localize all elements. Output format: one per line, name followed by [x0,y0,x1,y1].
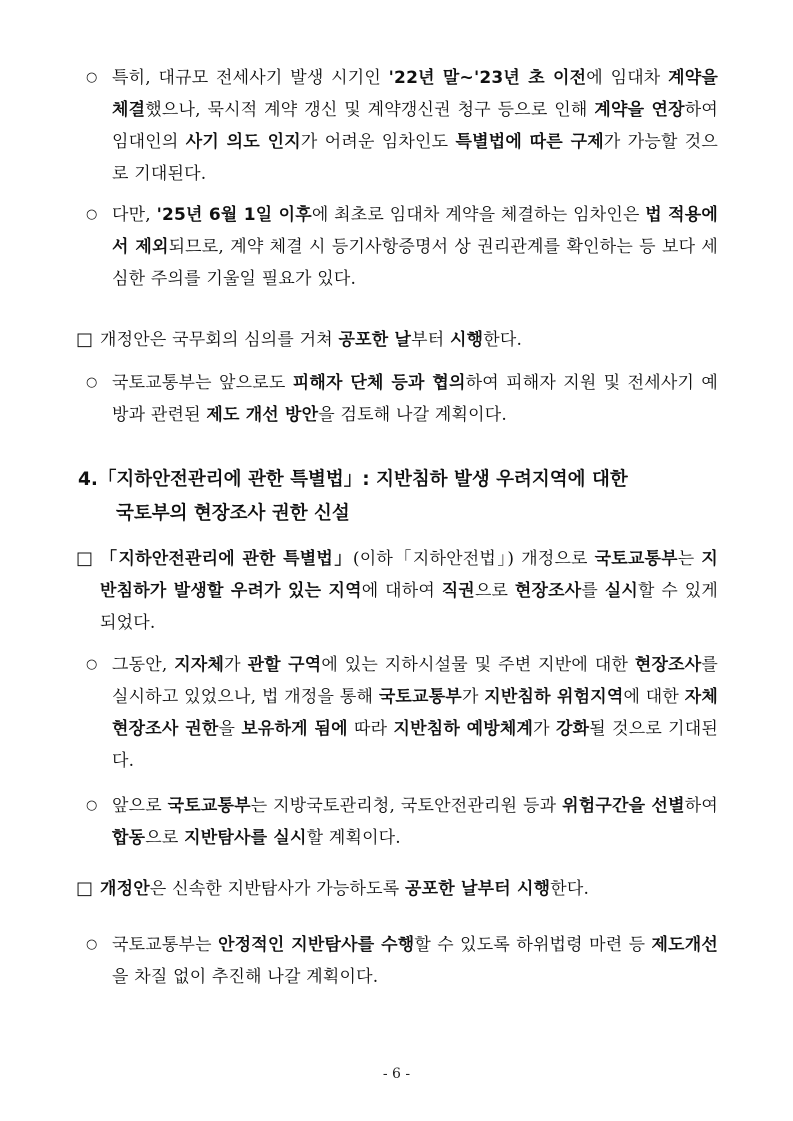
body-text: 에 대하여 [361,581,442,601]
body-text: 을 차질 없이 추진해 나갈 계획이다. [112,967,379,987]
square-bullet: □ [76,548,94,569]
paragraph-text [112,935,718,987]
paragraph-system-improvement [86,929,718,993]
paragraph-text [112,68,718,184]
emphasized-text: 위험구간을 선별 [562,796,685,816]
paragraph-ministry-plan [86,367,718,431]
emphasized-text: 안정적인 지반탐사를 수행 [218,935,415,955]
circle-bullet: ○ [86,70,98,85]
emphasized-text: 현장조사 [514,581,582,601]
emphasized-text: 개정안 [100,879,150,899]
body-text: 했으나, 묵시적 계약 갱신 및 계약갱신권 청구 등으로 인해 [145,100,595,120]
emphasized-text: 특별법에 따른 구제 [455,132,604,152]
body-text: 가 [533,719,556,739]
emphasized-text: 「지하안전관리에 관한 특별법」 [100,549,353,569]
emphasized-text: 공포한 날부터 시행 [405,879,551,899]
emphasized-text: 제도 개선 방안 [206,405,319,425]
paragraph-underground-safety-act [76,543,718,639]
emphasized-text: 자체 현장조사 권한 [112,687,718,739]
body-text: 을 검토해 나갈 계획이다. [318,405,507,425]
body-text: 부터 [411,330,450,350]
square-bullet: □ [76,329,94,350]
paragraph-amendment-enforcement [76,873,718,905]
body-text: 을 [218,719,242,739]
body-text: 국토교통부는 앞으로도 [112,373,293,393]
circle-bullet: ○ [86,657,98,672]
emphasized-text: 실시 [604,581,639,601]
emphasized-text: 지반침하가 발생할 우려가 있는 지역 [100,549,718,601]
body-text: 에 임대차 [586,68,669,88]
emphasized-text: 합동 [112,828,146,848]
paragraph-text [112,796,718,848]
square-bullet: □ [76,878,94,899]
emphasized-text: 지반탐사를 실시 [184,828,307,848]
body-text: 하여 [684,796,718,816]
paragraph-text [100,549,718,633]
body-text: 그동안, [112,655,175,675]
emphasized-text: 현장조사 [634,655,702,675]
body-text: 하여 임대인의 [112,100,718,152]
body-text: 를 [581,581,605,601]
paragraph-text [112,655,718,771]
circle-bullet: ○ [86,207,98,222]
section-heading-line2: 국토부의 현장조사 권한 신설 [116,503,350,524]
body-text: 에 최초로 임대차 계약을 체결하는 임차인은 [311,205,646,225]
body-text: 다만, [112,205,157,225]
emphasized-text: 국토교통부 [167,796,251,816]
paragraph-text [112,373,718,425]
body-text: 한다. [483,330,523,350]
emphasized-text: 강화 [556,719,590,739]
body-text: 할 수 있도록 하위법령 마련 등 [414,935,652,955]
body-text: 은 신속한 지반탐사가 가능하도록 [149,879,405,899]
body-text: 를 실시하고 있었으나, 법 개정을 통해 [112,655,718,707]
body-text: 될 것으로 기대된다. [112,719,719,771]
body-text: 가 어려운 임차인도 [300,132,456,152]
paragraph-previous-system [86,649,719,777]
emphasized-text: 법 적용에서 제외 [112,205,719,257]
circle-bullet: ○ [86,798,98,813]
body-text: 으로 [474,581,515,601]
body-text: 할 계획이다. [306,828,401,848]
paragraph-enforcement [76,324,718,356]
paragraph-text [112,205,718,289]
body-text: 앞으로 [112,796,168,816]
body-text: 가 [461,687,485,707]
emphasized-text: 계약을 체결 [112,68,718,120]
paragraph-special-relief [86,62,719,190]
circle-bullet: ○ [86,937,98,952]
paragraph-text [100,879,589,899]
body-text: 에 있는 지하시설물 및 주변 지반에 대한 [321,655,635,675]
page-number: - 6 - [382,1066,411,1082]
body-text: 가 가능할 것으로 기대된다. [112,132,719,184]
emphasized-text: 지반침하 예방체계 [393,719,534,739]
body-text: 국토교통부는 [112,935,218,955]
section-heading-line1: 4.「지하안전관리에 관한 특별법」: 지반침하 발생 우려지역에 대한 [78,469,628,490]
paragraph-exclusion-notice [86,199,719,295]
emphasized-text: 국토교통부 [594,549,678,569]
body-text: 가 [224,655,248,675]
body-text: (이하「지하안전법」) 개정으로 [352,549,595,569]
emphasized-text: 계약을 연장 [594,100,685,120]
emphasized-text: 사기 의도 인지 [185,132,301,152]
body-text: 개정안은 국무회의 심의를 거쳐 [100,330,339,350]
body-text: 에 대한 [623,687,685,707]
paragraph-text [100,330,522,350]
body-text: 한다. [550,879,590,899]
emphasized-text: 보유하게 됨에 [241,719,348,739]
body-text: 할 수 있게 되었다. [100,581,718,633]
emphasized-text: 시행 [449,330,484,350]
body-text: 는 [677,549,702,569]
emphasized-text: '22년 말~'23년 초 이전 [388,68,587,88]
section-heading [78,463,720,531]
emphasized-text: 국토교통부 [378,687,462,707]
body-text: 으로 [145,828,185,848]
emphasized-text: 피해자 단체 등과 협의 [292,373,466,393]
paragraph-joint-survey [86,790,718,854]
body-text: 특히, 대규모 전세사기 발생 시기인 [112,68,389,88]
emphasized-text: 직권 [441,581,475,601]
emphasized-text: 공포한 날 [338,330,412,350]
emphasized-text: 제도개선 [651,935,718,955]
emphasized-text: 관할 구역 [247,655,322,675]
emphasized-text: 지자체 [174,655,225,675]
emphasized-text: 지반침하 위험지역 [484,687,624,707]
emphasized-text: '25년 6월 1일 이후 [156,205,312,225]
circle-bullet: ○ [86,375,98,390]
body-text: 따라 [347,719,394,739]
body-text: 는 지방국토관리청, 국토안전관리원 등과 [250,796,563,816]
body-text: 하여 피해자 지원 및 전세사기 예방과 관련된 [112,373,718,425]
body-text: 되므로, 계약 체결 시 등기사항증명서 상 권리관계를 확인하는 등 보다 세심한 주의를 기울일 필요가 있다. [112,237,718,289]
